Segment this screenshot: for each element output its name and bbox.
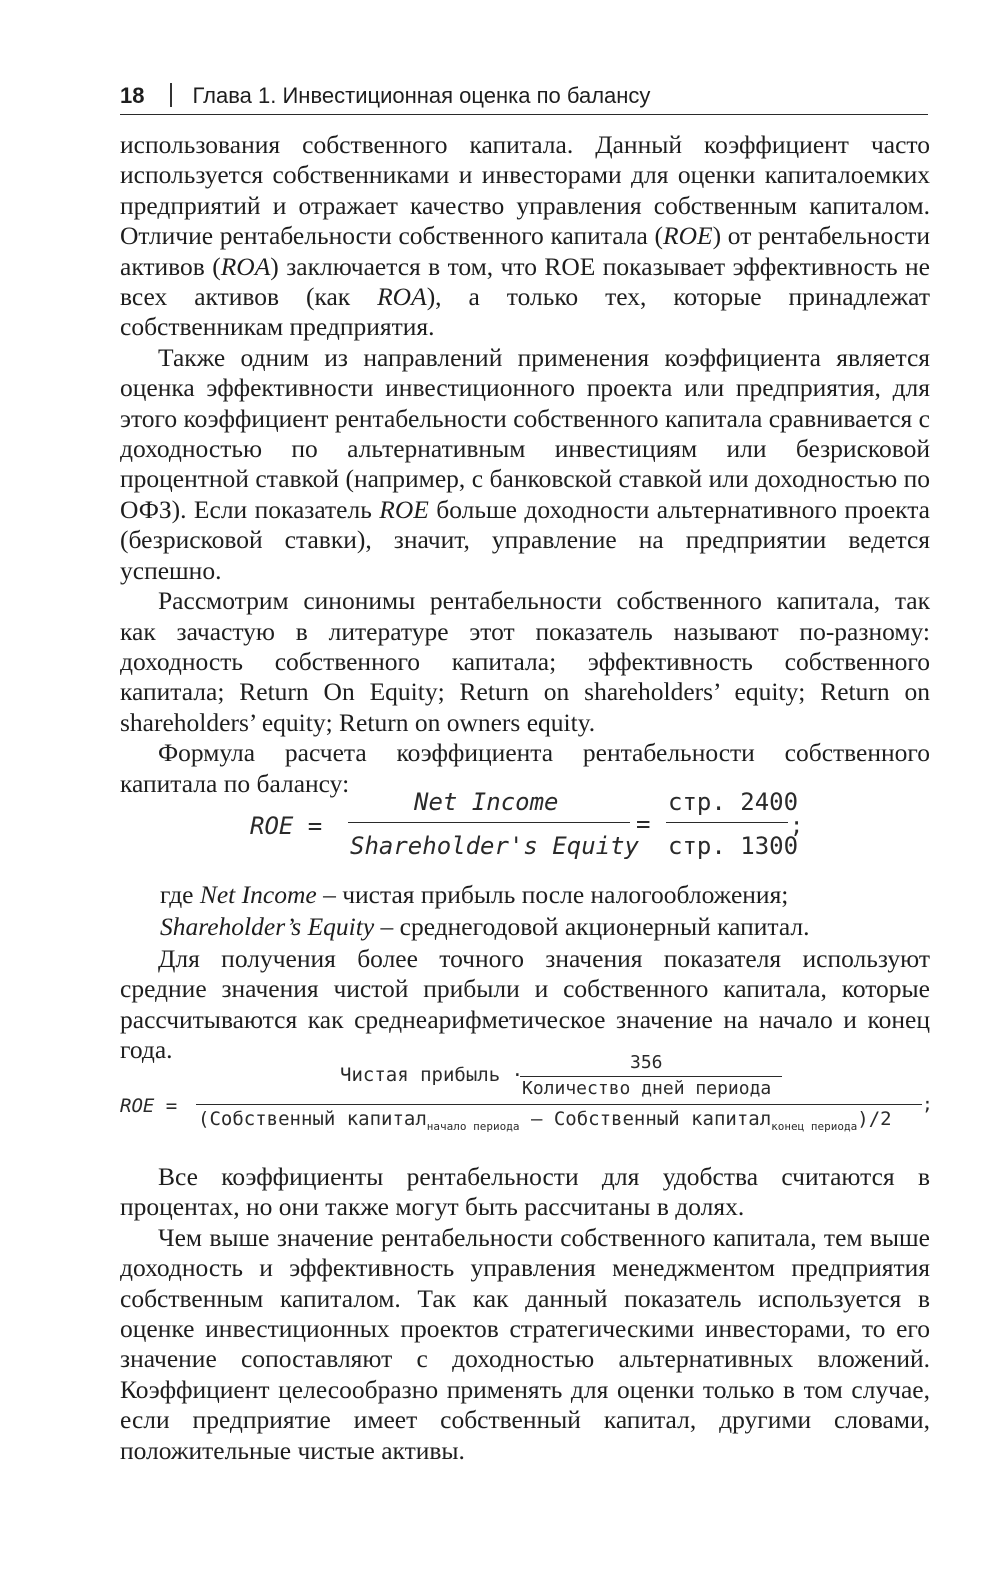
paragraph-6: Все коэффициенты рентабельности для удобства считаются в процентах, но они также могут быть рассчитаны в долях. xyxy=(120,1162,930,1222)
paragraph-5: Для получения более точного значения показателя используют средние значения чистой прибыли и собственного капитала, которые рассчитываются как среднеарифметическое значение на начало и конец года. xyxy=(120,944,930,1065)
formula1-denominator2: стр. 1300 xyxy=(668,832,799,860)
paragraph-2: Также одним из направлений применения коэффициента является оценка эффективности инвестиционного проекта или предприятия, для этого коэффициент рентабельности собственного капитала сравнивается с доходностью по альтернативным инвестициям или безрисковой процентной ставкой (например, с банковской ставкой или доходностью по ОФЗ). Если показатель ROE больше доходности альтернативного проекта (безрисковой ставки), значит, управление на предприятии ведется успешно. xyxy=(120,342,930,585)
formula2-inner-fraction-bar xyxy=(520,1076,782,1077)
formula1-numerator2: стр. 2400 xyxy=(668,788,799,816)
formula2-lhs: ROE = xyxy=(120,1095,178,1117)
formula2-inner-denominator: Количество дней периода xyxy=(522,1078,772,1099)
formula2-terminator: ; xyxy=(922,1094,933,1115)
header-separator xyxy=(170,83,172,107)
formula2-inner-numerator: 356 xyxy=(630,1052,663,1073)
page-header xyxy=(120,78,928,115)
paragraph-7: Чем выше значение рентабельности собственного капитала, тем выше доходность и эффективность управления менеджментом предприятия собственным капиталом. Так как данный показатель используется в оценке инвестиционных проектов стратегическими инвесторами, то его значение сопоставляют с доходностью альтернативных вложений. Коэффициент целесообразно применять для оценки только в том случае, если предприятие имеет собственный капитал, другими словами, положительные чистые активы. xyxy=(120,1222,930,1465)
middle-text xyxy=(120,944,930,1066)
lower-text xyxy=(120,1162,930,1466)
definition-shareholders-equity: Shareholder’s Equity – среднегодовой акционерный капитал. xyxy=(160,912,810,941)
formula2-main-fraction-bar xyxy=(196,1104,922,1105)
formula1-lhs: ROE = xyxy=(250,812,323,840)
paragraph-1: использования собственного капитала. Данный коэффициент часто используется собственниками и инвесторами для оценки капиталоемких предприятий и отражает качество управления собственным капиталом. Отличие рентабельности собственного капитала (ROE) от рентабельности активов (ROA) заключается в том, что ROE показывает эффективность не всех активов (как ROA), а только тех, которые принадлежат собственникам предприятия. xyxy=(120,130,930,342)
paragraph-3: Рассмотрим синонимы рентабельности собственного капитала, так как зачастую в литературе этот показатель называют по-разному: доходность собственного капитала; эффективность собственного капитала; Return On Equity; Return on shareholders’ equity; Return on shareholders’ equity; Return on owners equity. xyxy=(120,586,930,737)
page-number: 18 xyxy=(120,83,145,108)
definition-net-income: где Net Income – чистая прибыль после налогообложения; xyxy=(160,880,789,909)
paragraph-4: Формула расчета коэффициента рентабельности собственного капитала по балансу: xyxy=(120,738,930,798)
formula2-net-income: Чистая прибыль · xyxy=(340,1064,524,1086)
formula1-fraction-bar2 xyxy=(666,822,788,823)
formula1-fraction-bar xyxy=(348,822,630,823)
formula1-terminator: ; xyxy=(790,814,804,839)
chapter-title: Глава 1. Инвестиционная оценка по балансу xyxy=(192,83,651,108)
formula1-equals: = xyxy=(636,810,651,838)
upper-text xyxy=(120,130,930,799)
formula1-denominator: Shareholder's Equity xyxy=(350,832,639,860)
formula1-numerator: Net Income xyxy=(414,788,559,816)
formula2-denominator: (Собственный капитал$_{начало периода}$ – Собственный капитал$_{конец периода}$)/2 xyxy=(198,1108,892,1133)
